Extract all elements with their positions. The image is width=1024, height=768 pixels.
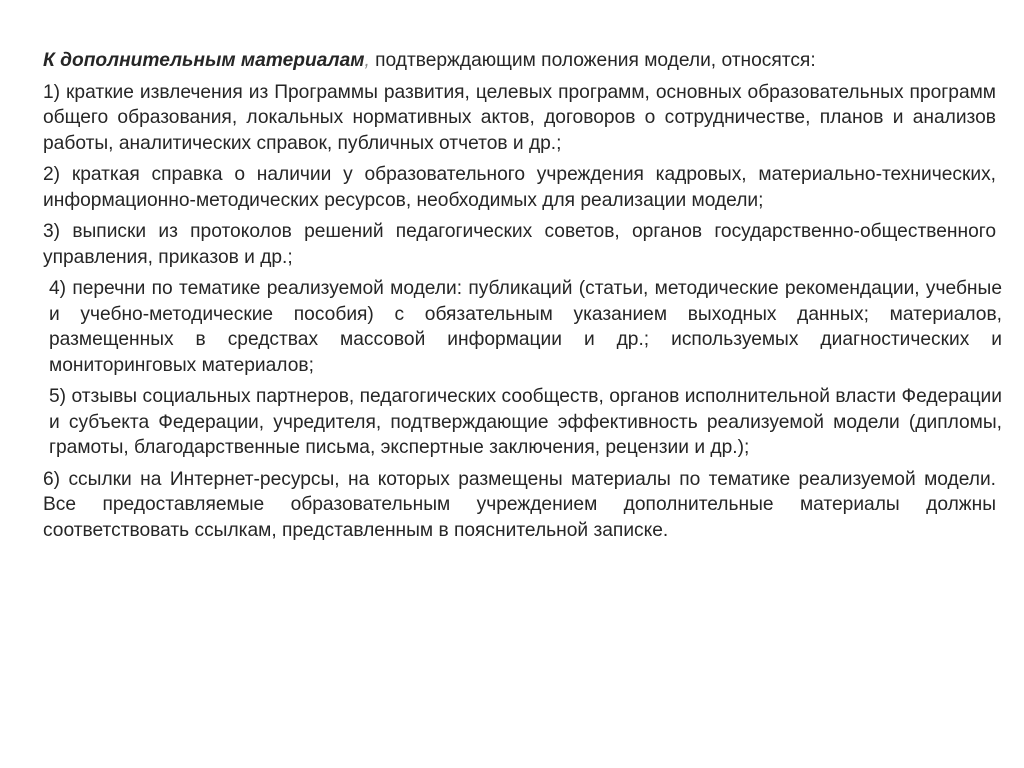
list-item-2: 2) краткая справка о наличии у образовательного учреждения кадровых, материально-технических, информационно-методических ресурсов, необходимых для реализации модели; [43,164,996,211]
intro-rest: подтверждающим положения модели, относятся: [369,50,816,71]
list-item-3: 3) выписки из протоколов решений педагогических советов, органов государственно-общественного управления, приказов и др.; [43,221,996,268]
intro-comma: , [364,50,370,71]
intro-paragraph [43,48,996,74]
list-item-6: 6) ссылки на Интернет-ресурсы, на которых размещены материалы по тематике реализуемой модели. Все предоставляемые образовательным учреждением дополнительные материалы должны соответствовать ссылкам, представленным в пояснительной записке. [43,468,996,541]
intro-lead: К дополнительным материалам [43,50,365,71]
list-item-1: 1) краткие извлечения из Программы развития, целевых программ, основных образовательных программ общего образования, локальных нормативных актов, договоров о сотрудничестве, планов и анализов работы, аналитических справок, публичных отчетов и др.; [43,81,996,154]
list-item-5: 5) отзывы социальных партнеров, педагогических сообществ, органов исполнительной власти Федерации и субъекта Федерации, учредителя, подтверждающие эффективность реализуемой модели (дипломы, грамоты, благодарственные письма, экспертные заключения, рецензии и др.); [49,386,1002,458]
list-item-4: 4) перечни по тематике реализуемой модели: публикаций (статьи, методические рекомендации, учебные и учебно-методические пособия) с обязательным указанием выходных данных; материалов, размещенных в средствах массовой информации и др.; используемых диагностических и мониторинговых материалов; [49,278,1002,376]
